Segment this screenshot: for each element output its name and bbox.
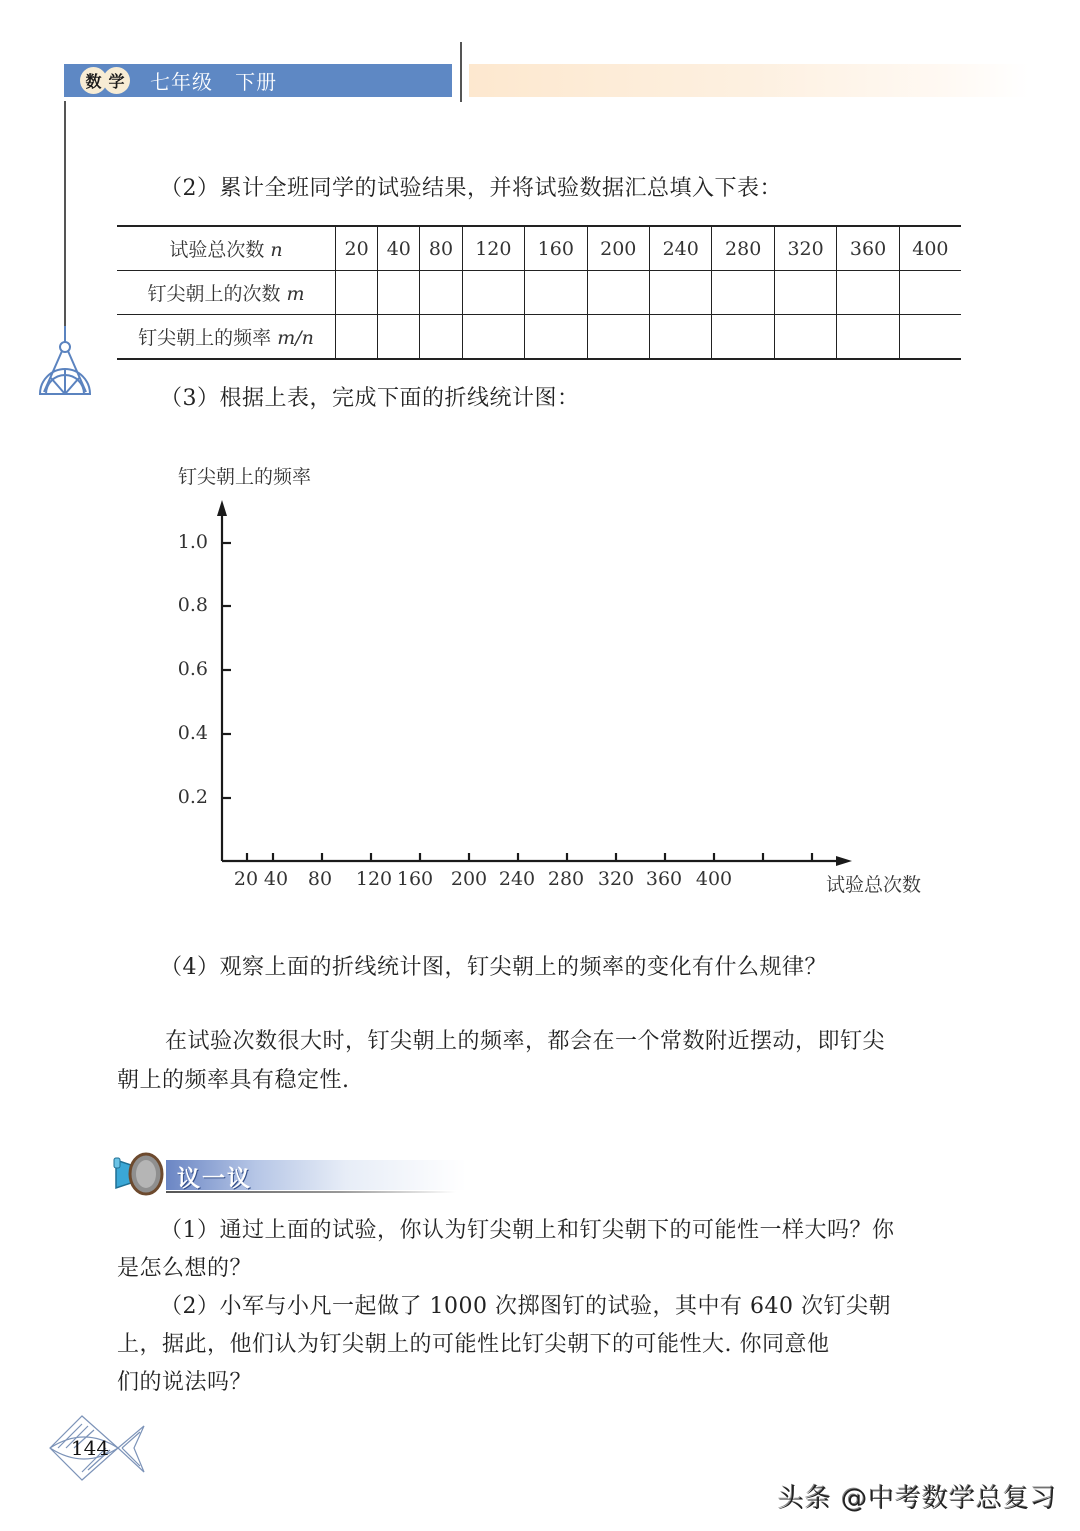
x-tick-label: 280 [547,868,585,890]
table-cell-blank[interactable] [462,271,524,315]
chart-y-axis-label: 钉尖朝上的频率 [178,466,312,488]
x-tick-label: 200 [450,868,488,890]
chart-x-axis-label: 试验总次数 [826,874,922,896]
y-tick-label: 0.6 [177,658,208,680]
table-row-total-trials [117,226,961,271]
table-cell-blank[interactable] [649,271,711,315]
table-cell: 200 [587,226,649,271]
table-cell-blank[interactable] [774,315,836,360]
subject-badge [80,67,126,94]
book-title: 七年级 下册 [150,70,278,94]
table-cell: 80 [420,226,462,271]
table-cell-blank[interactable] [378,315,420,360]
megaphone-icon [112,1150,166,1198]
table-cell-blank[interactable] [420,315,462,360]
table-cell-blank[interactable] [712,271,774,315]
row-header: 试验总次数 n [117,226,336,271]
x-tick-label: 240 [498,868,536,890]
table-cell-blank[interactable] [336,315,378,360]
table-cell-blank[interactable] [525,271,587,315]
table-row-up-count [117,271,961,315]
table-cell-blank[interactable] [587,271,649,315]
y-tick-label: 0.8 [177,594,208,616]
table-cell: 20 [336,226,378,271]
subject-badge-char: 数 [80,67,107,94]
table-cell: 280 [712,226,774,271]
discussion-q1: 是怎么想的？ [117,1256,253,1281]
discussion-q1: （1）通过上面的试验，你认为钉尖朝上和钉尖朝下的可能性一样大吗？你 [160,1218,895,1243]
header-divider [460,42,462,102]
y-axis-arrow-icon [217,500,227,516]
row-header: 钉尖朝上的频率 m/n [117,315,336,360]
x-tick-label: 400 [695,868,733,890]
table-cell: 320 [774,226,836,271]
table-cell-blank[interactable] [378,271,420,315]
x-tick-label: 360 [645,868,683,890]
table-cell: 360 [837,226,899,271]
y-tick-label: 0.4 [177,722,208,744]
table-row-up-frequency [117,315,961,360]
table-cell: 160 [525,226,587,271]
question-2-prompt: （2）累计全班同学的试验结果，并将试验数据汇总填入下表： [160,176,782,201]
table-cell: 240 [649,226,711,271]
subject-badge-char: 学 [103,67,130,94]
answer-line: 朝上的频率具有稳定性. [117,1068,350,1093]
data-table [117,225,961,360]
table-cell-blank[interactable] [587,315,649,360]
x-axis-arrow-icon [836,856,852,866]
table-cell-blank[interactable] [712,315,774,360]
question-4-prompt: （4）观察上面的折线统计图，钉尖朝上的频率的变化有什么规律？ [160,955,827,980]
table-cell-blank[interactable] [336,271,378,315]
discussion-q2: （2）小军与小凡一起做了 1000 次掷图钉的试验，其中有 640 次钉尖朝 [160,1294,891,1319]
table-cell-blank[interactable] [837,315,899,360]
x-tick-label: 160 [396,868,434,890]
table-cell-blank[interactable] [899,315,961,360]
question-3-prompt: （3）根据上表，完成下面的折线统计图： [160,386,580,411]
watermark: 头条 @中考数学总复习 [778,1484,1058,1514]
margin-rule [64,101,66,331]
table-cell: 120 [462,226,524,271]
row-header: 钉尖朝上的次数 m [117,271,336,315]
discussion-title: 议一议 [177,1166,252,1192]
discussion-q2: 上，据此，他们认为钉尖朝上的可能性比钉尖朝下的可能性大. 你同意他 [117,1332,830,1357]
x-tick-label: 120 [355,868,393,890]
x-tick-label: 320 [597,868,635,890]
header-decor-band [469,64,1029,97]
x-tick-label: 80 [307,868,333,890]
table-cell-blank[interactable] [420,271,462,315]
compass-protractor-icon [36,326,94,400]
table-cell-blank[interactable] [837,271,899,315]
table-cell: 400 [899,226,961,271]
table-cell-blank[interactable] [462,315,524,360]
table-cell: 40 [378,226,420,271]
y-tick-label: 0.2 [177,786,208,808]
table-cell-blank[interactable] [525,315,587,360]
table-cell-blank[interactable] [649,315,711,360]
table-cell-blank[interactable] [899,271,961,315]
table-cell-blank[interactable] [774,271,836,315]
y-tick-label: 1.0 [177,531,208,553]
discussion-q2: 们的说法吗？ [117,1370,253,1395]
x-tick-label: 40 [263,868,289,890]
answer-line: 在试验次数很大时，钉尖朝上的频率，都会在一个常数附近摆动，即钉尖 [165,1029,886,1054]
page-number: 144 [70,1436,110,1460]
x-tick-label: 20 [233,868,259,890]
